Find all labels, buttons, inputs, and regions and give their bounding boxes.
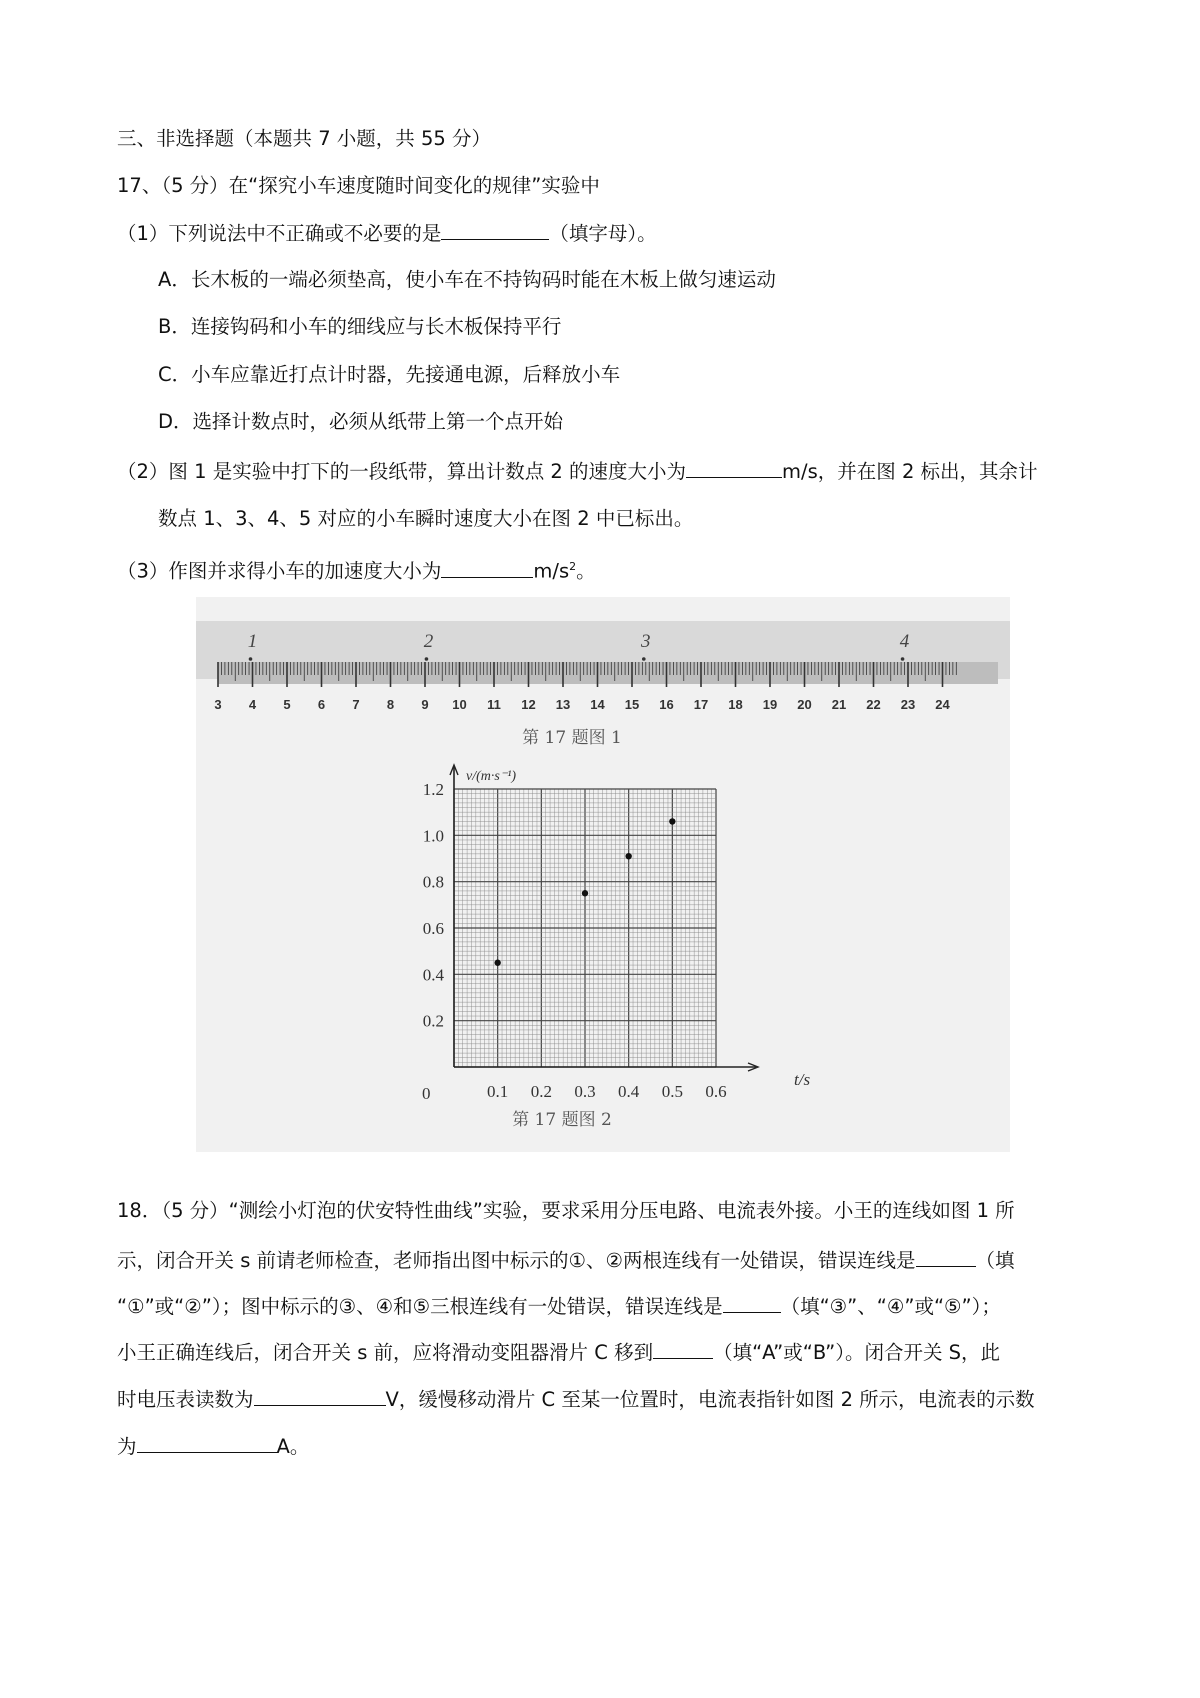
y-tick-labels <box>423 780 445 1031</box>
x-tick-label: 0.5 <box>661 1082 683 1101</box>
ruler-labels <box>214 697 950 712</box>
option-b: B．连接钩码和小车的细线应与长木板保持平行 <box>158 315 562 338</box>
ruler-label: 14 <box>590 697 605 712</box>
y-tick-label: 0.6 <box>422 919 444 938</box>
ruler-label: 6 <box>317 697 326 712</box>
q17-stem: 17、（5 分）在“探究小车速度随时间变化的规律”实验中 <box>117 174 600 197</box>
y-tick-label: 0.2 <box>422 1011 444 1031</box>
section-heading: 三、非选择题（本题共 7 小题，共 55 分） <box>117 127 492 150</box>
q17-part1 <box>117 219 657 248</box>
data-point <box>669 818 675 824</box>
y-axis-label: v/(m·s⁻¹) <box>466 769 517 784</box>
option-a: A．长木板的一端必须垫高，使小车在不持钩码时能在木板上做匀速运动 <box>158 268 776 291</box>
ruler-label: 23 <box>900 697 916 712</box>
x-tick-label: 0.2 <box>530 1082 552 1101</box>
option-c: C．小车应靠近打点计时器，先接通电源，后释放小车 <box>158 363 621 386</box>
answer-blank[interactable] <box>254 1385 386 1406</box>
q18-line6 <box>117 1432 309 1461</box>
count-point-label: 4 <box>899 631 910 652</box>
answer-blank[interactable] <box>723 1292 781 1313</box>
ruler-label: 16 <box>659 697 674 712</box>
y-tick-label: 0.4 <box>422 965 444 985</box>
x-tick-label: 0.3 <box>574 1082 596 1101</box>
y-tick-label: 1.0 <box>422 826 444 846</box>
q17-part2-unit: m/s <box>782 460 818 483</box>
q17-part3 <box>117 553 596 586</box>
q17-part3-sup: 2 <box>569 560 577 573</box>
q18-line5 <box>117 1385 1035 1414</box>
count-point-label: 3 <box>641 631 651 652</box>
answer-blank[interactable] <box>441 557 533 578</box>
ruler-label: 24 <box>935 697 950 712</box>
answer-blank[interactable] <box>686 457 782 478</box>
q17-part2-tail: ，并在图 2 标出，其余计 <box>817 460 1038 483</box>
x-axis-label: t/s <box>794 1070 811 1089</box>
x-tick-label: 0.6 <box>705 1082 727 1101</box>
x-tick-label: 0.1 <box>487 1082 509 1101</box>
q17-part2-text: （2）图 1 是实验中打下的一段纸带，算出计数点 2 的速度大小为 <box>117 460 687 483</box>
ruler-label: 9 <box>421 697 429 712</box>
q18-line5-text: 时电压表读数为 <box>117 1388 254 1411</box>
q18-line3 <box>117 1292 1001 1321</box>
ruler-label: 21 <box>831 697 847 712</box>
q18-line2-tail: （填 <box>975 1249 1015 1272</box>
q18-line4-text: 小王正确连线后，闭合开关 s 前，应将滑动变阻器滑片 C 移到 <box>117 1341 654 1364</box>
q18-line2 <box>117 1246 1015 1275</box>
ruler-label: 17 <box>693 697 709 712</box>
option-d: D．选择计数点时，必须从纸带上第一个点开始 <box>158 410 564 433</box>
ruler-label: 13 <box>555 697 571 712</box>
ruler-label: 10 <box>452 697 467 712</box>
answer-blank[interactable] <box>916 1246 976 1267</box>
vt-graph <box>422 765 810 1103</box>
data-point <box>625 853 631 859</box>
answer-blank[interactable] <box>441 219 549 240</box>
fig2-caption: 第 17 题图 2 <box>512 1110 612 1130</box>
ruler-label: 19 <box>762 697 778 712</box>
q17-part1-text: （1）下列说法中不正确或不必要的是 <box>117 222 442 245</box>
q17-part3-text: （3）作图并求得小车的加速度大小为 <box>117 559 442 583</box>
ruler-tape <box>196 621 1010 712</box>
q17-part3-unit: m/s <box>533 559 570 583</box>
q18-line3-tail: （填“③”、“④”或“⑤”）； <box>780 1295 1001 1318</box>
ruler-label: 12 <box>521 697 536 712</box>
q18-line3-text: “①”或“②”）；图中标示的③、④和⑤三根连线有一处错误，错误连线是 <box>117 1295 723 1318</box>
q17-part1-tail: （填字母）。 <box>549 222 657 245</box>
ruler-label: 4 <box>248 697 257 712</box>
ruler-label: 3 <box>214 697 222 712</box>
tape-dot <box>249 657 253 661</box>
count-point-label: 2 <box>423 631 434 652</box>
q18-line5-tail: V，缓慢移动滑片 C 至某一位置时，电流表指针如图 2 所示，电流表的示数 <box>385 1388 1035 1411</box>
q17-part2-line2: 数点 1、3、4、5 对应的小车瞬时速度大小在图 2 中已标出。 <box>158 507 694 530</box>
q18-line6-tail: A。 <box>276 1435 310 1458</box>
ruler-label: 8 <box>386 697 395 712</box>
ruler-label: 15 <box>624 697 640 712</box>
fig1-caption: 第 17 题图 1 <box>522 728 622 748</box>
ruler-label: 7 <box>352 697 360 712</box>
q18-line4-tail: （填“A”或“B”）。闭合开关 S，此 <box>713 1341 1001 1364</box>
x-tick-label: 0.4 <box>618 1082 640 1101</box>
answer-blank[interactable] <box>137 1432 277 1453</box>
q17-part2 <box>117 457 1038 486</box>
tape-dot <box>425 657 429 661</box>
ruler-label: 5 <box>283 697 291 712</box>
q18-line1: 18．（5 分）“测绘小灯泡的伏安特性曲线”实验，要求采用分压电路、电流表外接。小王的连线如图 1 所 <box>117 1199 1015 1222</box>
data-point <box>494 960 500 966</box>
q18-line6-text: 为 <box>117 1435 137 1458</box>
q18-line4 <box>117 1338 1000 1367</box>
count-point-label: 1 <box>247 631 258 652</box>
tape-dot <box>901 657 905 661</box>
origin-label: 0 <box>422 1084 431 1103</box>
tape-dot <box>642 657 646 661</box>
ruler-label: 20 <box>797 697 812 712</box>
x-tick-labels <box>487 1082 727 1101</box>
figure-17 <box>196 597 1010 1152</box>
figure-17-svg <box>196 597 1010 1152</box>
ruler-label: 11 <box>487 697 501 712</box>
data-point <box>582 890 588 896</box>
y-tick-label: 0.8 <box>422 872 444 892</box>
ruler-label: 18 <box>728 697 743 712</box>
q18-line2-text: 示，闭合开关 s 前请老师检查，老师指出图中标示的①、②两根连线有一处错误，错误连线是 <box>117 1249 916 1272</box>
q17-part3-tail: 。 <box>576 559 596 583</box>
answer-blank[interactable] <box>653 1338 713 1359</box>
graph-grid <box>450 765 758 1071</box>
ruler-label: 22 <box>866 697 881 712</box>
y-tick-label: 1.2 <box>422 780 444 799</box>
